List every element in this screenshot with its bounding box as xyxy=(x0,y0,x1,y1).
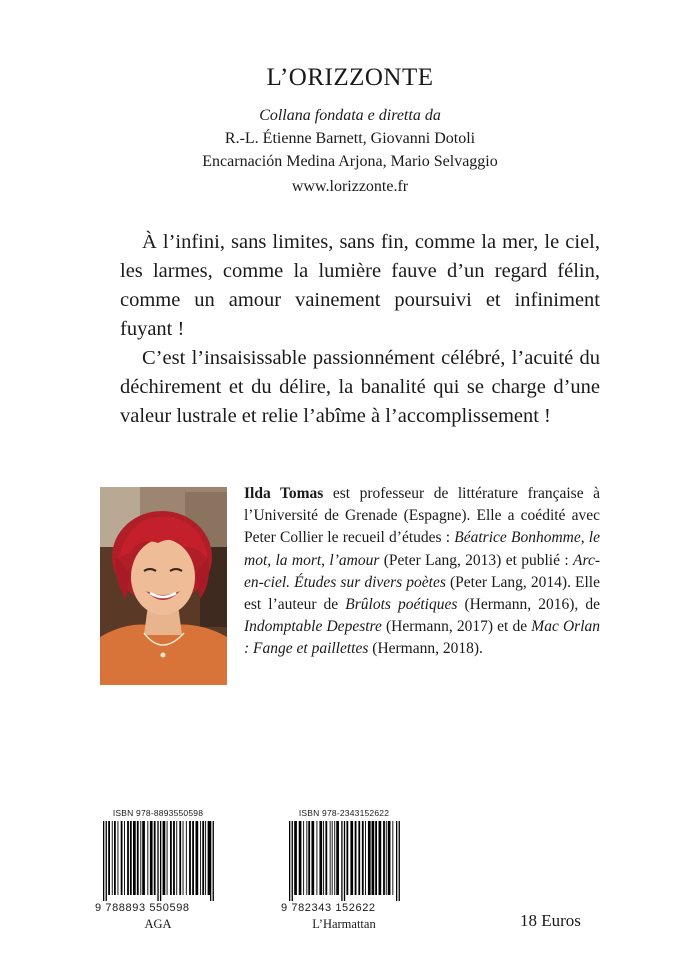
bio-text-2: (Peter Lang, 2013) et publié : xyxy=(379,551,574,569)
price: 18 Euros xyxy=(520,911,581,930)
series-title: L’ORIZZONTE xyxy=(266,64,434,91)
blurb-paragraph-2: C’est l’insaisissable passionnément célébré, l’acuité du déchirement et du délire, la banalité qui se charge d’une valeur lustrale et relie l’abîme à l’accomplissement ! xyxy=(120,347,600,427)
bio-text-1: est professeur de littérature française à l’Université de Grenade (Espagne). Elle a coédité avec Peter Collier le recueil d’études : xyxy=(244,485,600,547)
series-editors-line-1: R.-L. Étienne Barnett, Giovanni Dotoli xyxy=(224,130,476,147)
blurb-paragraph-1: À l’infini, sans limites, sans fin, comme la mer, le ciel, les larmes, comme la lumière fauve d’un regard félin, comme un amour vainement poursuivi et infiniment fuyant ! xyxy=(120,231,600,340)
series-url: www.lorizzonte.fr xyxy=(291,178,409,195)
bio-work-1: Béatrice Bonhomme, le mot, la mort, l’amour xyxy=(244,529,600,569)
barcode-aga xyxy=(93,808,223,914)
series-founded-label: Collana fondata e diretta da xyxy=(259,107,441,124)
barcode-harmattan xyxy=(279,808,409,914)
barcode-digits: 9 782343 152622 xyxy=(281,902,376,914)
publisher-harmattan: L’Harmattan xyxy=(312,917,376,931)
publisher-aga: AGA xyxy=(144,917,172,931)
bio-text-5: (Hermann, 2017) et de xyxy=(381,618,532,636)
bio-work-2: Arc-en-ciel. Études sur divers poètes xyxy=(244,551,600,591)
isbn-label: ISBN 978-8893550598 xyxy=(112,808,204,818)
barcode-digits: 9 788893 550598 xyxy=(95,902,190,914)
author-photo xyxy=(100,487,227,685)
barcode-bars xyxy=(289,821,401,901)
bio-text-6: (Hermann, 2018). xyxy=(368,640,483,658)
bio-text-4: (Hermann, 2016), de xyxy=(457,596,600,614)
series-editors xyxy=(0,104,700,173)
author-name: Ilda Tomas xyxy=(244,485,324,502)
bio-work-3: Brûlots poétiques xyxy=(345,596,458,614)
blurb xyxy=(120,228,600,431)
author-bio xyxy=(244,483,600,661)
bio-text-3: (Peter Lang, 2014). Elle est l’auteur de xyxy=(244,573,600,614)
isbn-label: ISBN 978-2343152622 xyxy=(298,808,390,818)
series-editors-line-2: Encarnación Medina Arjona, Mario Selvaggio xyxy=(202,153,498,170)
bio-work-4: Indomptable Depestre xyxy=(244,618,382,636)
bio-work-5: Mac Orlan : Fange et paillettes xyxy=(244,618,600,658)
barcode-bars xyxy=(103,821,215,901)
